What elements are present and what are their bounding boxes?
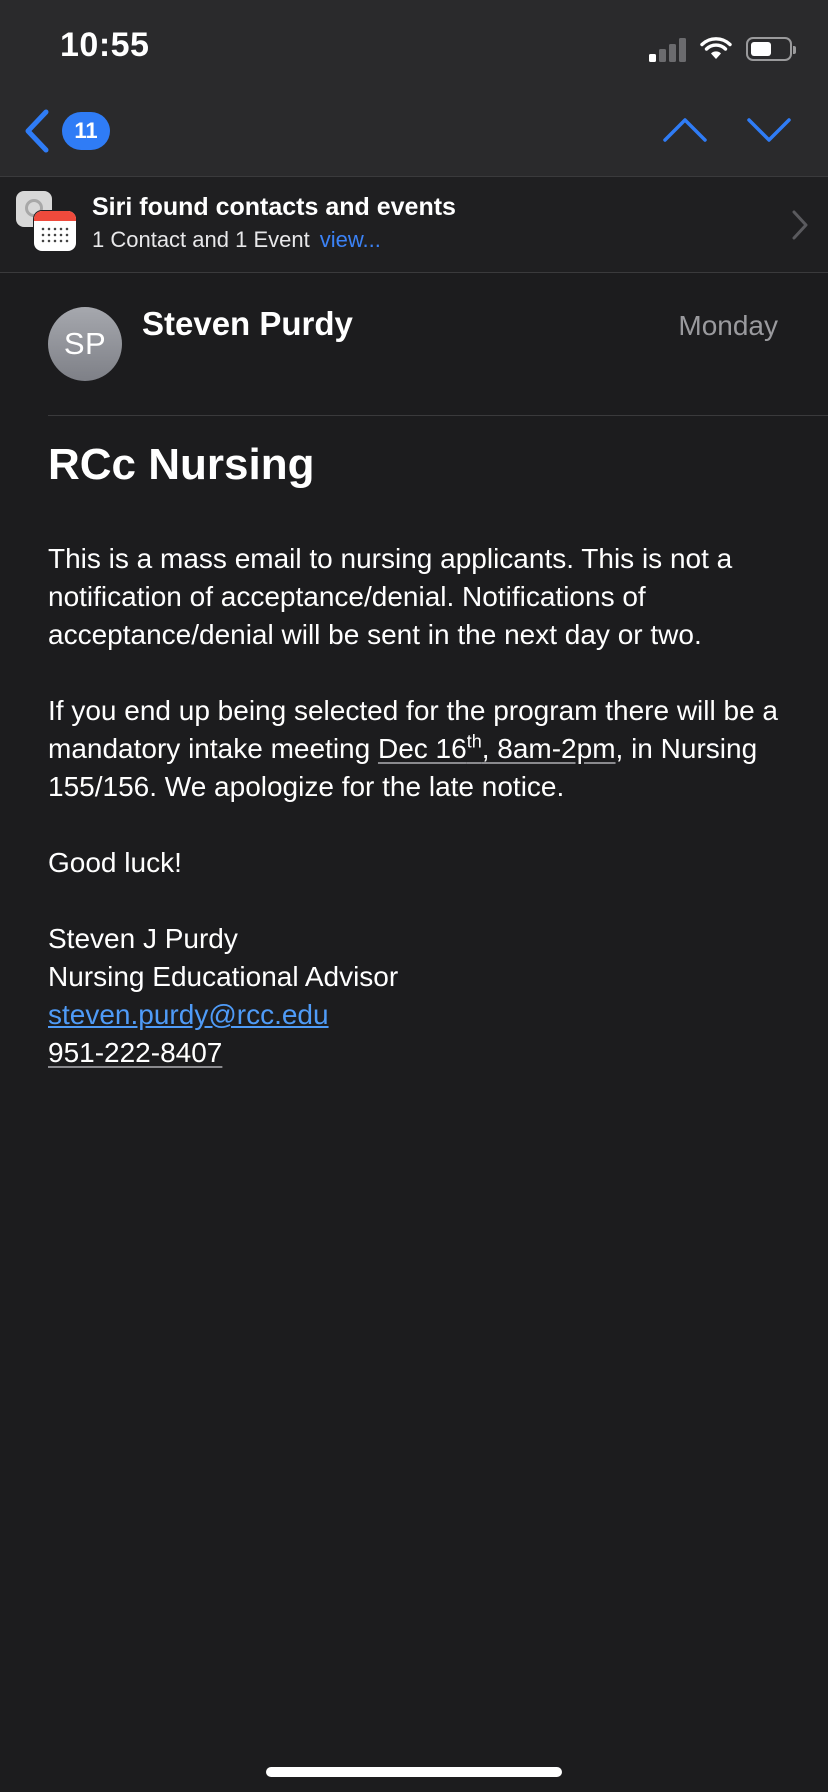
message-subject: RCc Nursing — [48, 440, 315, 489]
signature-phone-link[interactable]: 951-222-8407 — [48, 1037, 223, 1068]
previous-message-icon[interactable] — [660, 112, 710, 148]
signature-title: Nursing Educational Advisor — [48, 961, 399, 992]
message-date: Monday — [678, 310, 778, 341]
home-indicator[interactable] — [266, 1767, 562, 1777]
para2-before: If you end up being selected for the program there will be a mandatory intake meeting — [48, 695, 778, 764]
sender-avatar[interactable]: SP — [48, 307, 122, 381]
message-body — [48, 540, 788, 1072]
back-chevron-icon[interactable] — [22, 108, 52, 154]
wifi-icon — [700, 37, 732, 61]
signature-name: Steven J Purdy — [48, 923, 238, 954]
navigation-bar — [0, 0, 828, 177]
status-icons — [649, 34, 792, 64]
siri-view-link[interactable]: view... — [319, 227, 381, 252]
signature — [48, 920, 788, 1072]
event-date-suffix: th — [466, 731, 482, 752]
para2-after: , in Nursing 155/156. We apologize for the late notice. — [48, 733, 758, 802]
next-message-icon[interactable] — [744, 112, 794, 148]
event-date-link[interactable] — [378, 733, 482, 764]
siri-suggestions-banner[interactable] — [0, 177, 828, 273]
chevron-right-icon — [790, 209, 810, 241]
cellular-signal-icon — [649, 36, 686, 62]
event-time-link[interactable]: , 8am-2pm — [481, 733, 616, 764]
sender-name[interactable]: Steven Purdy — [142, 305, 353, 342]
event-date-text: Dec 16 — [377, 733, 467, 764]
status-time: 10:55 — [60, 26, 150, 64]
body-paragraph-2 — [48, 692, 788, 806]
battery-icon — [746, 37, 792, 61]
signature-email-link[interactable]: steven.purdy@rcc.edu — [48, 999, 329, 1030]
header-divider — [48, 415, 828, 416]
siri-banner-title: Siri found contacts and events — [92, 193, 456, 221]
siri-banner-summary: 1 Contact and 1 Event — [92, 227, 310, 252]
calendar-icon — [34, 211, 76, 251]
siri-banner-subtitle — [92, 227, 381, 253]
body-paragraph-3: Good luck! — [48, 847, 182, 878]
unread-count-badge[interactable]: 11 — [62, 112, 110, 150]
body-paragraph-1: This is a mass email to nursing applicants. This is not a notification of acceptance/denial. Notifications of acceptance/denial will be sent in the next day or two. — [48, 543, 733, 650]
